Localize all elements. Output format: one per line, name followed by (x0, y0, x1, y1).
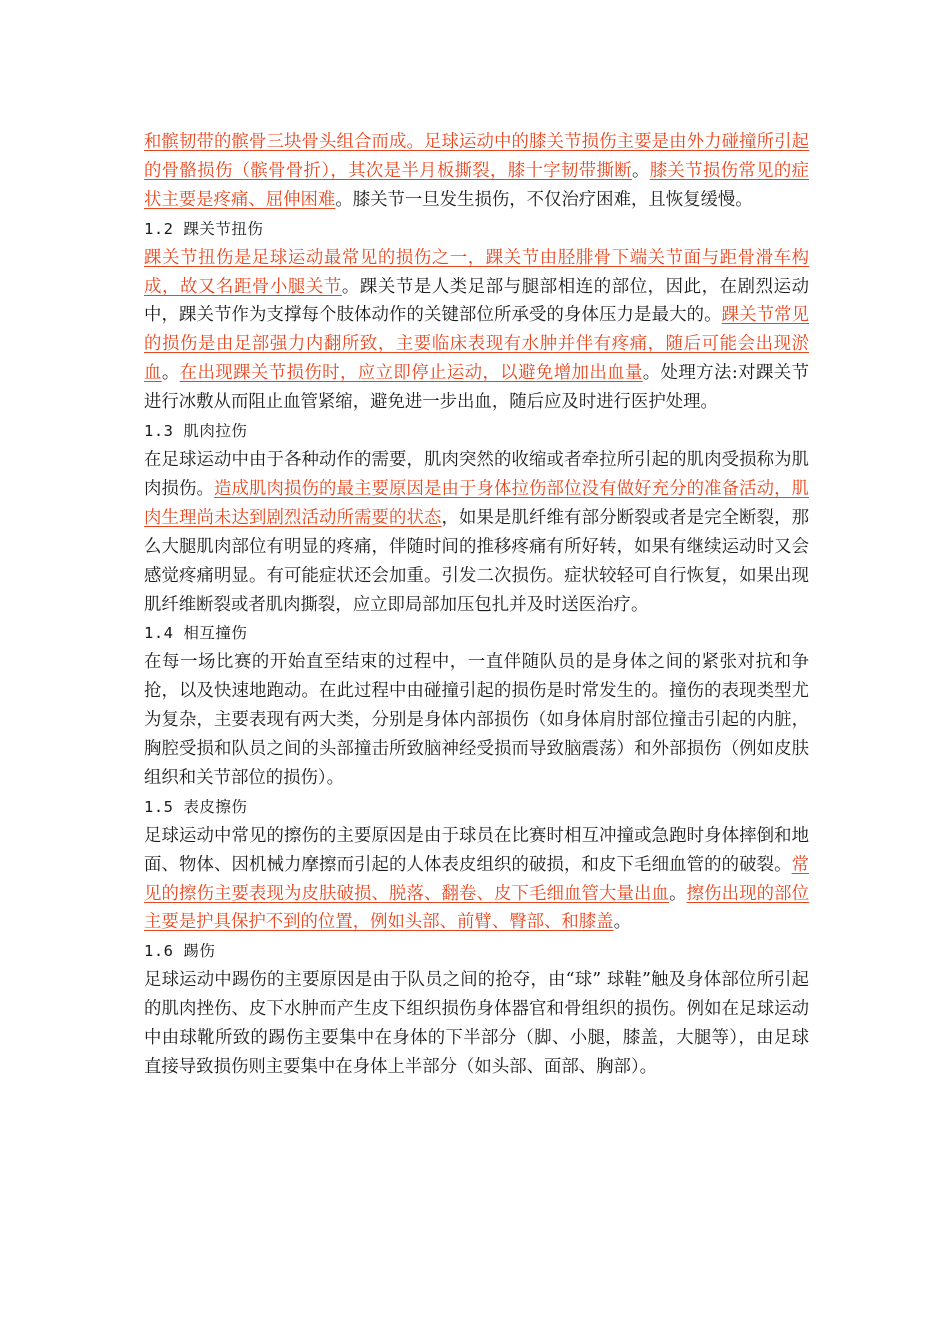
section-muscle (144, 417, 809, 619)
body-text: 足球运动中常见的擦伤的主要原因是由于球员在比赛时相互冲撞或急跑时身体摔倒和地面、物体、因机械力摩擦而引起的人体表皮组织的破损，和皮下毛细血管的的破裂。 (144, 825, 809, 875)
body-text: 在每一场比赛的开始直至结束的过程中，一直伴随队员的是身体之间的紧张对抗和争抢，以及快速地跑动。在此过程中由碰撞引起的损伤是时常发生的。撞伤的表现类型尤为复杂，主要表现有两大类，分别是身体内部损伤（如身体肩肘部位撞击引起的内脏，胸腔受损和队员之间的头部撞击所致脑神经受损而导致脑震荡）和外部损伤（例如皮肤组织和关节部位的损伤）。 (144, 652, 809, 788)
highlighted-text: 在出现踝关节损伤时，应立即停止运动，以避免增加出血量 (179, 363, 643, 384)
body-text: 。膝关节一旦发生损伤，不仅治疗困难，且恢复缓慢。 (335, 189, 753, 210)
body-text: 。 (613, 912, 631, 933)
section-collision (144, 619, 809, 792)
section-heading: 1.6 踢伤 (144, 942, 216, 961)
body-text: 。踝关节是人类足部与腿部相连的部位，因此，在剧烈运动中，踝关节作为支撑每个肢体动作的关键部位所承受的身体压力是最大的。 (144, 276, 809, 326)
paragraph (144, 966, 809, 1082)
section-heading: 1.5 表皮擦伤 (144, 797, 248, 816)
body-text: 足球运动中踢伤的主要原因是由于队员之间的抢夺，由“球” 球鞋”触及身体部位所引起的肌肉挫伤、皮下水肿而产生皮下组织损伤身体器官和骨组织的损伤。例如在足球运动中由球靴所致的踢伤主要集中在身体的下半部分（脚、小腿，膝盖，大腿等），由足球直接导致损伤则主要集中在身体上半部分（如头部、面部、胸部）。 (144, 970, 809, 1077)
highlighted-text: 踝关节扭伤是足球运动最常见的损伤之一，踝关节由胫腓骨下端关节面与距骨滑车构成，故又名距骨小腿关节 (144, 247, 809, 297)
section-kick (144, 937, 809, 1082)
highlighted-text: 常见的擦伤主要表现为皮肤破损、脱落、翻卷、皮下毛细血管大量出血 (144, 854, 809, 904)
body-text: 。 (631, 160, 650, 181)
paragraph (144, 446, 809, 619)
document-body (144, 128, 809, 1082)
paragraph (144, 244, 809, 417)
highlighted-text: 膝关节损伤常见的症状主要是疼痛、屈伸困难 (144, 160, 809, 210)
section-heading: 1.4 相互撞伤 (144, 624, 248, 643)
section-knee (144, 128, 809, 215)
paragraph (144, 648, 809, 793)
section-abrasion (144, 793, 809, 938)
body-text: 。处理方法:对踝关节进行冰敷从而阻止血管紧缩，避免进一步出血，随后应及时进行医护处理。 (144, 363, 809, 413)
body-text: 。 (669, 883, 687, 904)
section-heading: 1.3 肌肉拉伤 (144, 422, 248, 441)
section-heading: 1.2 踝关节扭伤 (144, 219, 264, 238)
paragraph (144, 128, 809, 215)
highlighted-text: 擦伤出现的部位主要是护具保护不到的位置，例如头部、前臂、臀部、和膝盖 (144, 883, 809, 933)
highlighted-text: 造成肌肉损伤的最主要原因是由于身体拉伤部位没有做好充分的准备活动，肌肉生理尚未达到剧烈活动所需要的状态 (144, 478, 809, 528)
section-ankle (144, 215, 809, 417)
paragraph (144, 822, 809, 938)
body-text: 在足球运动中由于各种动作的需要，肌肉突然的收缩或者牵拉所引起的肌肉受损称为肌肉损伤。 (144, 449, 809, 499)
highlighted-text: 踝关节常见的损伤是由足部强力内翻所致，主要临床表现有水肿并伴有疼痛，随后可能会出现淤血 (144, 305, 809, 384)
body-text: 。 (161, 363, 180, 384)
highlighted-text: 和髌韧带的髌骨三块骨头组合而成。 (144, 132, 425, 152)
body-text: ，如果是肌纤维有部分断裂或者是完全断裂，那么大腿肌肉部位有明显的疼痛，伴随时间的推移疼痛有所好转，如果有继续运动时又会感觉疼痛明显。有可能症状还会加重。引发二次损伤。症状较轻可自行恢复，如果出现肌纤维断裂或者肌肉撕裂，应立即局部加压包扎并及时送医治疗。 (144, 507, 809, 615)
highlighted-text: 足球运动中的膝关节损伤主要是由外力碰撞所引起的骨骼损伤（髌骨骨折），其次是半月板撕裂，膝十字韧带撕断 (144, 132, 809, 181)
